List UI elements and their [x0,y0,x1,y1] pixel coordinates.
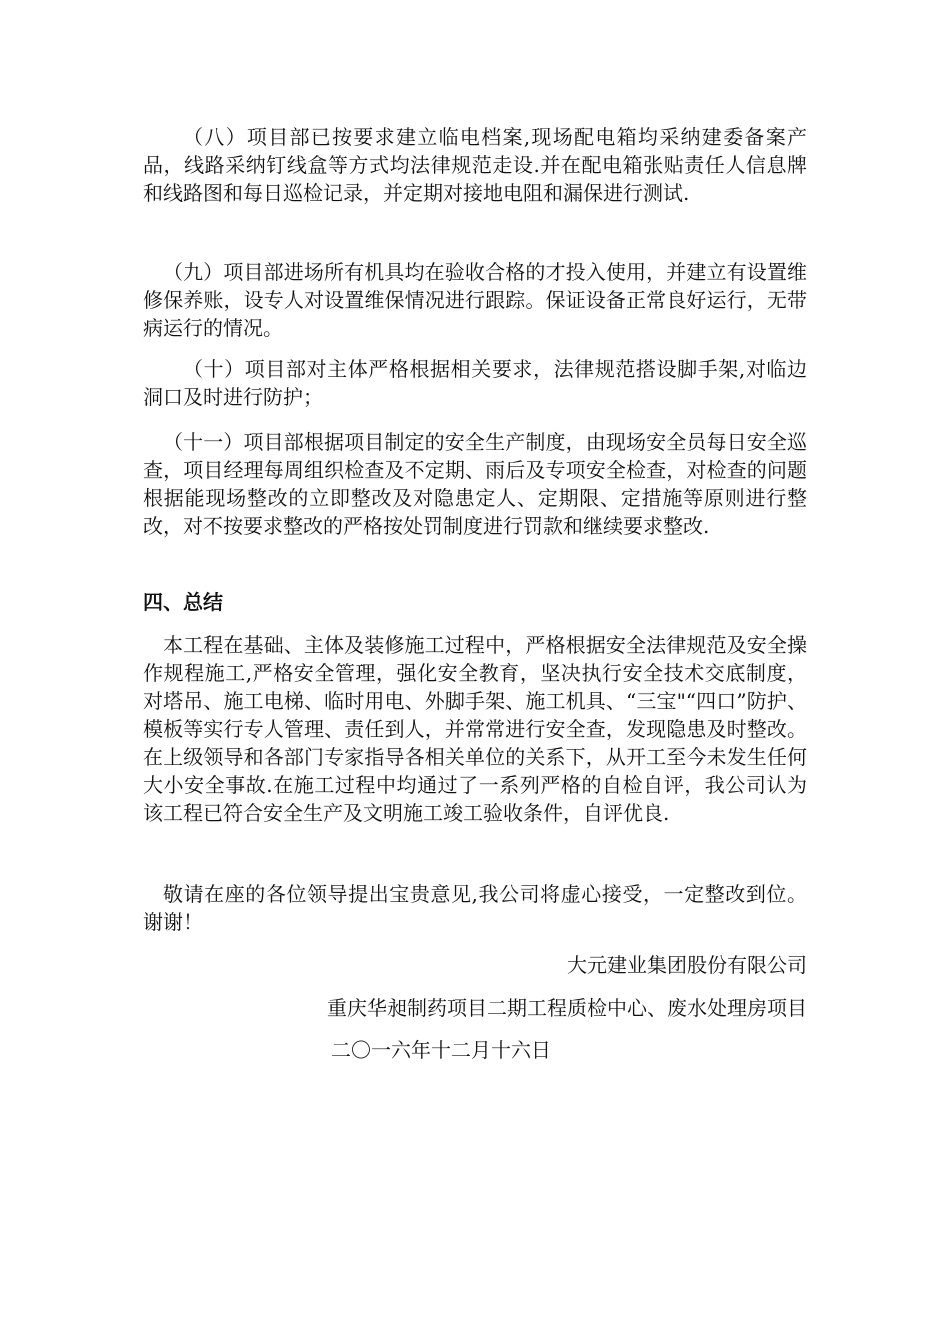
signature-date: 二〇一六年十二月十六日 [331,1038,551,1062]
thanks-paragraph: 敬请在座的各位领导提出宝贵意见,我公司将虚心接受，一定整改到位。谢谢！ [143,882,807,934]
section-heading-summary: 四、总结 [143,590,223,614]
signature-company: 大元建业集团股份有限公司 [567,953,807,977]
paragraph-item-9: （九）项目部进场所有机具均在验收合格的才投入使用，并建立有设置维修保养账，设专人对设置维保情况进行跟踪。保证设备正常良好运行，无带病运行的情况。 [143,260,807,340]
paragraph-item-8: （八）项目部已按要求建立临电档案,现场配电箱均采纳建委备案产品，线路采纳钉线盒等方式均法律规范走设.并在配电箱张贴责任人信息牌和线路图和每日巡检记录，并定期对接地电阻和漏保进行测试. [143,125,807,205]
paragraph-item-11: （十一）项目部根据项目制定的安全生产制度，由现场安全员每日安全巡查，项目经理每周组织检查及不定期、雨后及专项安全检查，对检查的问题根据能现场整改的立即整改及对隐患定人、定期限、定措施等原则进行整改，对不按要求整改的严格按处罚制度进行罚款和继续要求整改. [143,430,807,538]
paragraph-item-10: （十）项目部对主体严格根据相关要求，法律规范搭设脚手架,对临边洞口及时进行防护； [143,357,807,409]
summary-paragraph: 本工程在基础、主体及装修施工过程中，严格根据安全法律规范及安全操作规程施工,严格安全管理，强化安全教育，坚决执行安全技术交底制度，对塔吊、施工电梯、临时用电、外脚手架、施工机具、“三宝"“四口”防护、模板等实行专人管理、责任到人，并常常进行安全查，发现隐患及时整改。在上级领导和各部门专家指导各相关单位的关系下，从开工至今未发生任何大小安全事故.在施工过程中均通过了一系列严格的自检自评，我公司认为该工程已符合安全生产及文明施工竣工验收条件，自评优良. [143,633,807,825]
signature-project: 重庆华昶制药项目二期工程质检中心、废水处理房项目 [327,996,807,1020]
